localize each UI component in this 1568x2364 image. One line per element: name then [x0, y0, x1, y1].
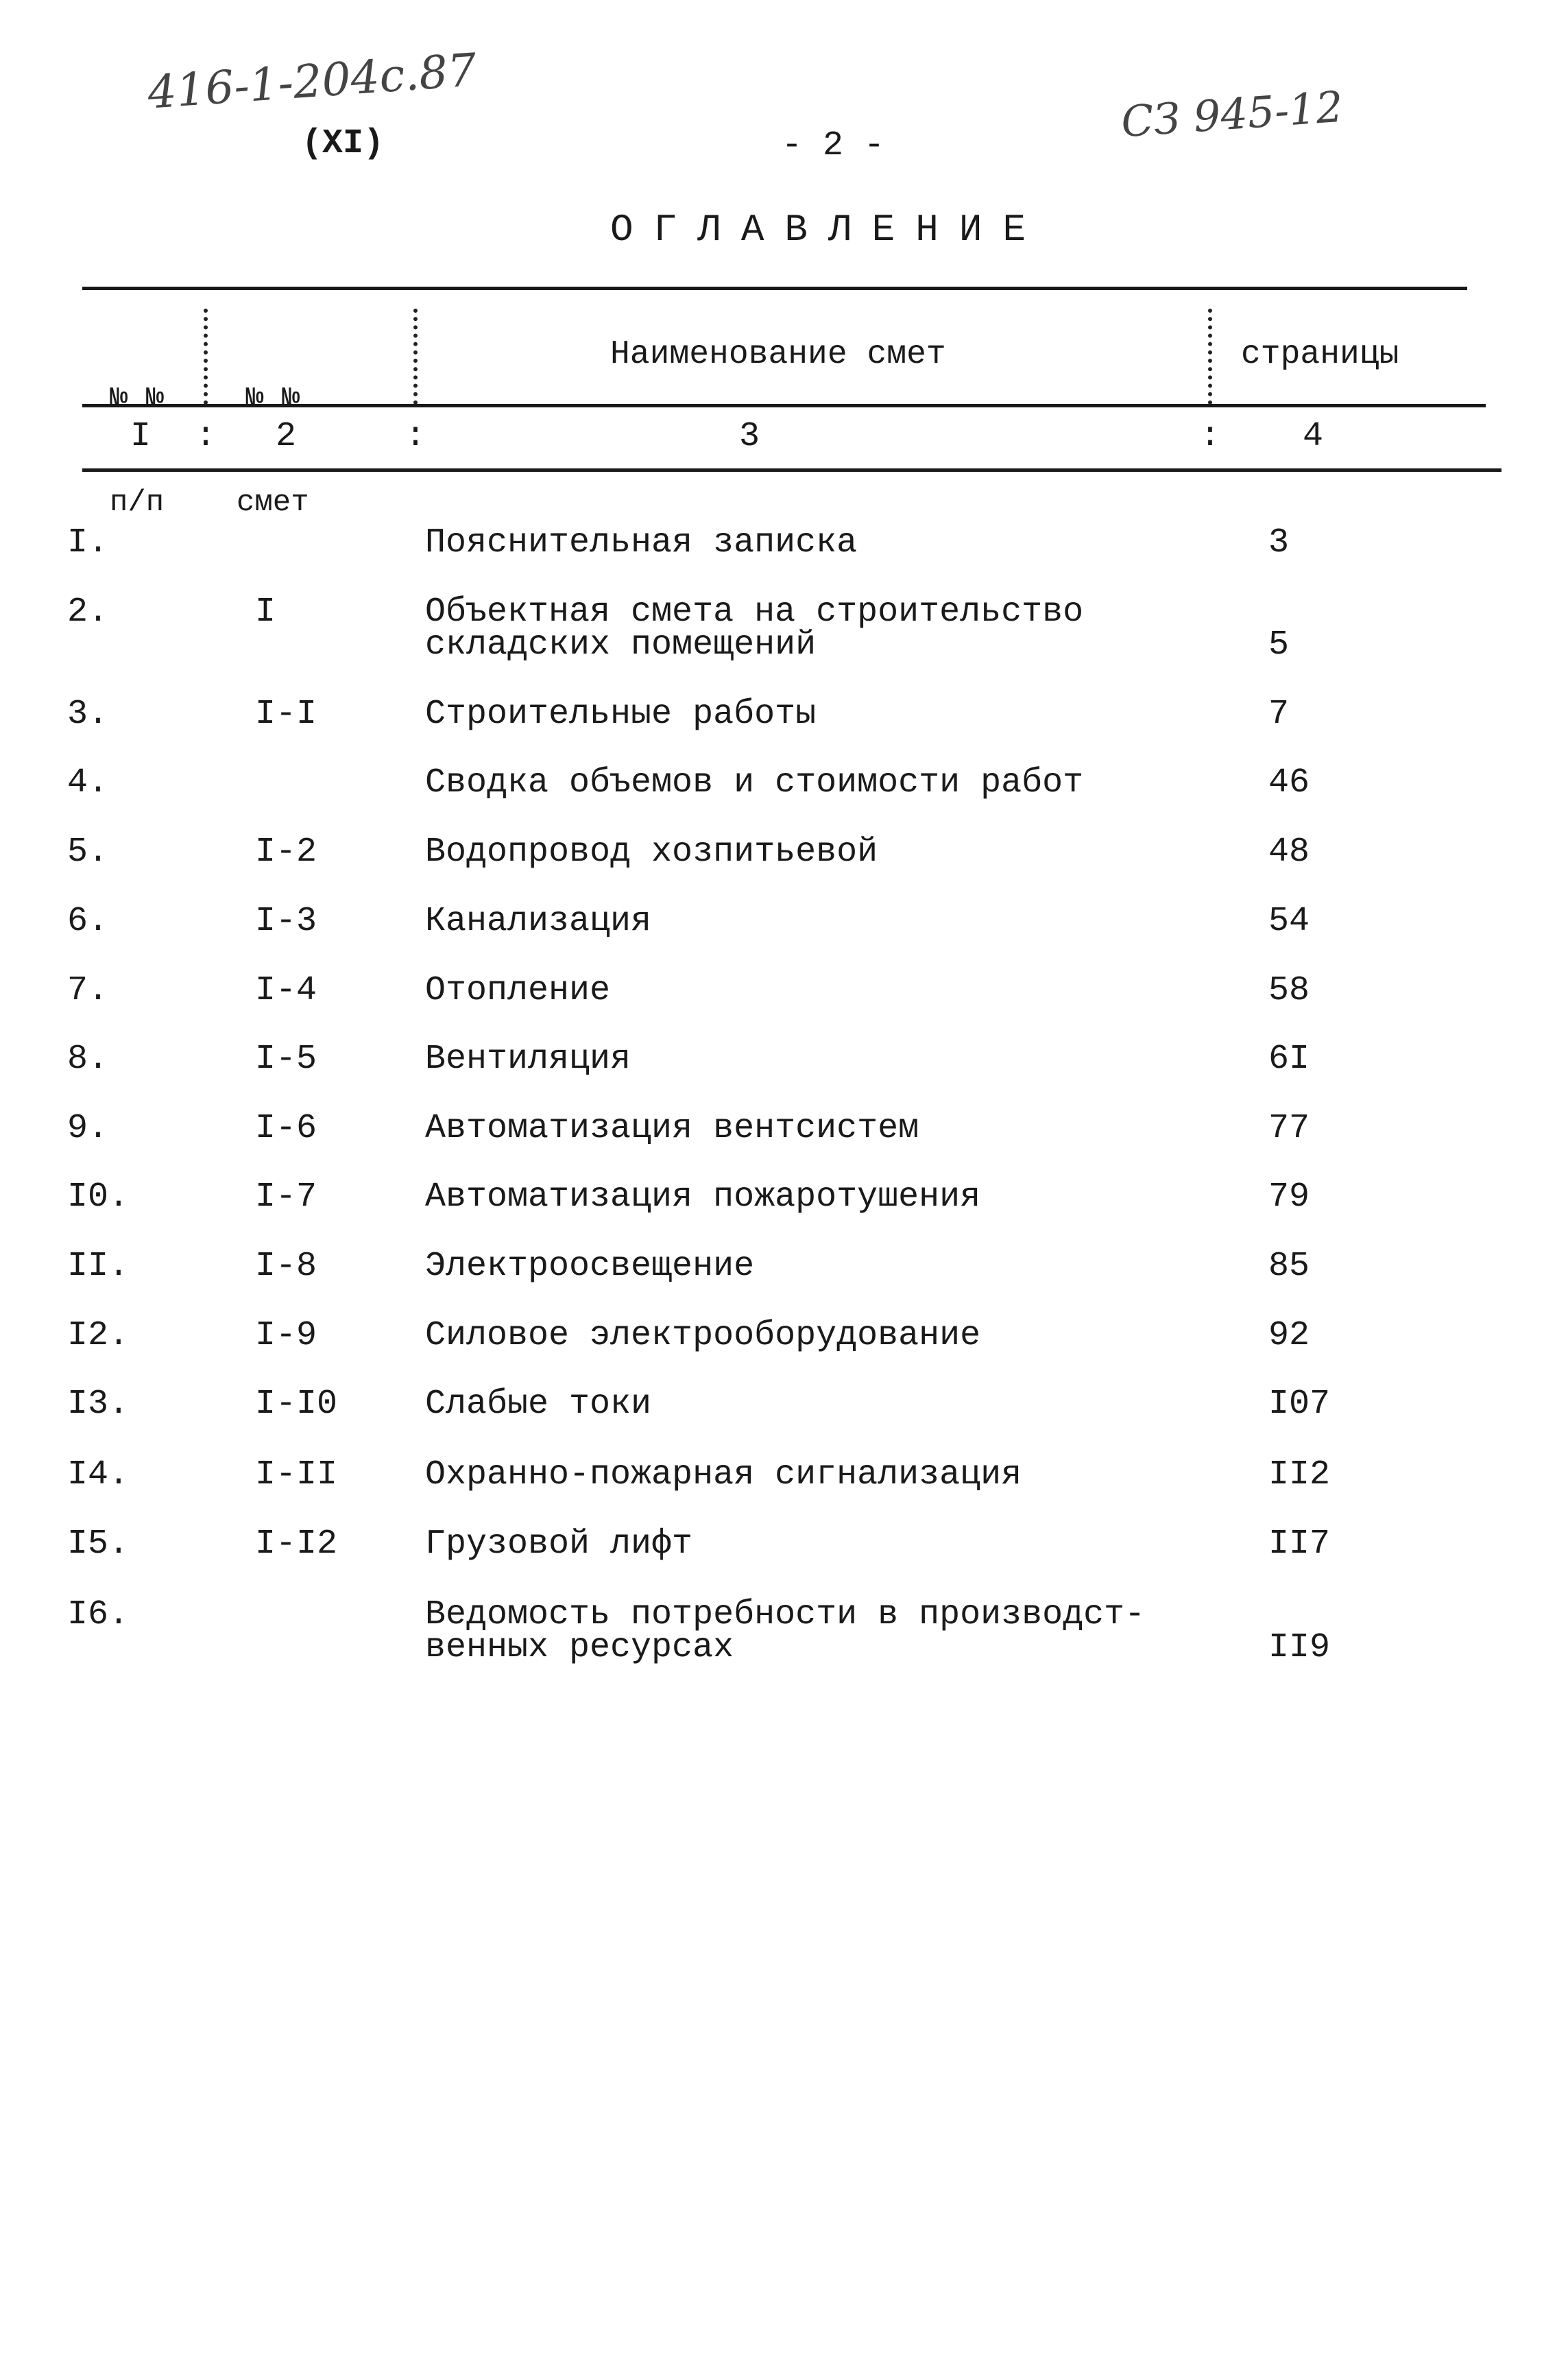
row-number: 5.	[67, 833, 109, 872]
row-number: I3.	[67, 1385, 130, 1424]
estimate-name: Автоматизация пожаротушения	[425, 1178, 981, 1217]
estimate-number: I-5	[255, 1040, 317, 1079]
page-reference: 46	[1268, 763, 1310, 802]
estimate-name: Электроосвещение	[425, 1247, 755, 1286]
column-number-2: 2	[276, 417, 297, 456]
column-header-no-line1: № №	[110, 383, 165, 417]
row-number: 7.	[67, 971, 109, 1010]
column-number-3: 3	[739, 417, 760, 456]
table-top-rule	[82, 287, 1467, 290]
page-reference: 58	[1268, 971, 1310, 1010]
estimate-number: I-2	[255, 833, 317, 872]
estimate-number: I	[255, 593, 276, 632]
column-number-4: 4	[1303, 417, 1324, 456]
column-number-1: I	[130, 417, 152, 456]
page-title: ОГЛАВЛЕНИЕ	[610, 208, 1047, 252]
row-number: II.	[67, 1247, 130, 1286]
estimate-number: I-II	[255, 1455, 338, 1494]
estimate-name: Канализация	[425, 902, 652, 941]
handwritten-code-left: 416-1-204с.87	[145, 43, 479, 119]
estimate-name: Вентиляция	[425, 1040, 631, 1079]
estimate-number: I-I0	[255, 1385, 338, 1424]
column-header-estimate-line2: смет	[237, 486, 309, 520]
row-number: I5.	[67, 1525, 130, 1564]
estimate-number: I-I	[255, 695, 317, 734]
volume-label: (XI)	[302, 124, 385, 163]
row-number: I0.	[67, 1178, 130, 1217]
column-header-estimate	[237, 314, 309, 554]
estimate-name: венных ресурсах	[425, 1628, 734, 1667]
estimate-name: Слабые токи	[425, 1385, 652, 1424]
page-reference: 54	[1268, 902, 1310, 941]
row-number: I.	[67, 523, 109, 562]
row-number: 6.	[67, 902, 109, 941]
estimate-name: Ведомость потребности в производст-	[425, 1595, 1146, 1634]
page-reference: II7	[1268, 1525, 1331, 1564]
estimate-name: Грузовой лифт	[425, 1525, 693, 1564]
column-header-pages: страницы	[1241, 336, 1399, 373]
page-reference: I07	[1268, 1385, 1331, 1424]
row-number: 9.	[67, 1109, 109, 1148]
estimate-name: Пояснительная записка	[425, 523, 858, 562]
row-number: I2.	[67, 1316, 130, 1355]
page-reference: 92	[1268, 1316, 1310, 1355]
column-number-sep: :	[405, 417, 426, 456]
page-reference: 5	[1268, 625, 1290, 665]
column-header-estimate-line1: № №	[245, 383, 300, 417]
page-reference: II9	[1268, 1628, 1331, 1667]
estimate-number: I-8	[255, 1247, 317, 1286]
estimate-name: Автоматизация вентсистем	[425, 1109, 919, 1148]
column-header-name: Наименование смет	[610, 336, 946, 373]
row-number: 4.	[67, 763, 109, 802]
page-reference: 6I	[1268, 1040, 1310, 1079]
column-separator	[413, 309, 418, 405]
column-number-sep: :	[1200, 417, 1221, 456]
page-reference: II2	[1268, 1455, 1331, 1494]
column-separator	[1208, 309, 1212, 405]
estimate-name: Водопровод хозпитьевой	[425, 833, 878, 872]
row-number: I4.	[67, 1455, 130, 1494]
estimate-name: Сводка объемов и стоимости работ	[425, 763, 1084, 802]
column-separator	[204, 309, 208, 405]
estimate-number: I-3	[255, 902, 317, 941]
page-reference: 85	[1268, 1247, 1310, 1286]
page-reference: 48	[1268, 833, 1310, 872]
estimate-name: Объектная смета на строительство	[425, 593, 1084, 632]
estimate-name: Силовое электрооборудование	[425, 1316, 981, 1355]
estimate-number: I-6	[255, 1109, 317, 1148]
row-number: 3.	[67, 695, 109, 734]
estimate-name: Охранно-пожарная сигнализация	[425, 1455, 1022, 1494]
row-number: 2.	[67, 593, 109, 632]
estimate-number: I-I2	[255, 1525, 338, 1564]
column-header-no-line2: п/п	[110, 486, 165, 520]
estimate-number: I-4	[255, 971, 317, 1010]
page-reference: 77	[1268, 1109, 1310, 1148]
estimate-number: I-9	[255, 1316, 317, 1355]
page-reference: 79	[1268, 1178, 1310, 1217]
handwritten-code-right: СЗ 945-12	[1119, 81, 1345, 147]
column-number-sep: :	[195, 417, 217, 456]
estimate-number: I-7	[255, 1178, 317, 1217]
row-number: 8.	[67, 1040, 109, 1079]
page-number: - 2 -	[782, 126, 885, 165]
estimate-name: Строительные работы	[425, 695, 817, 734]
estimate-name: складских помещений	[425, 625, 817, 665]
row-number: I6.	[67, 1595, 130, 1634]
estimate-name: Отопление	[425, 971, 611, 1010]
page-reference: 7	[1268, 695, 1290, 734]
page-reference: 3	[1268, 523, 1290, 562]
